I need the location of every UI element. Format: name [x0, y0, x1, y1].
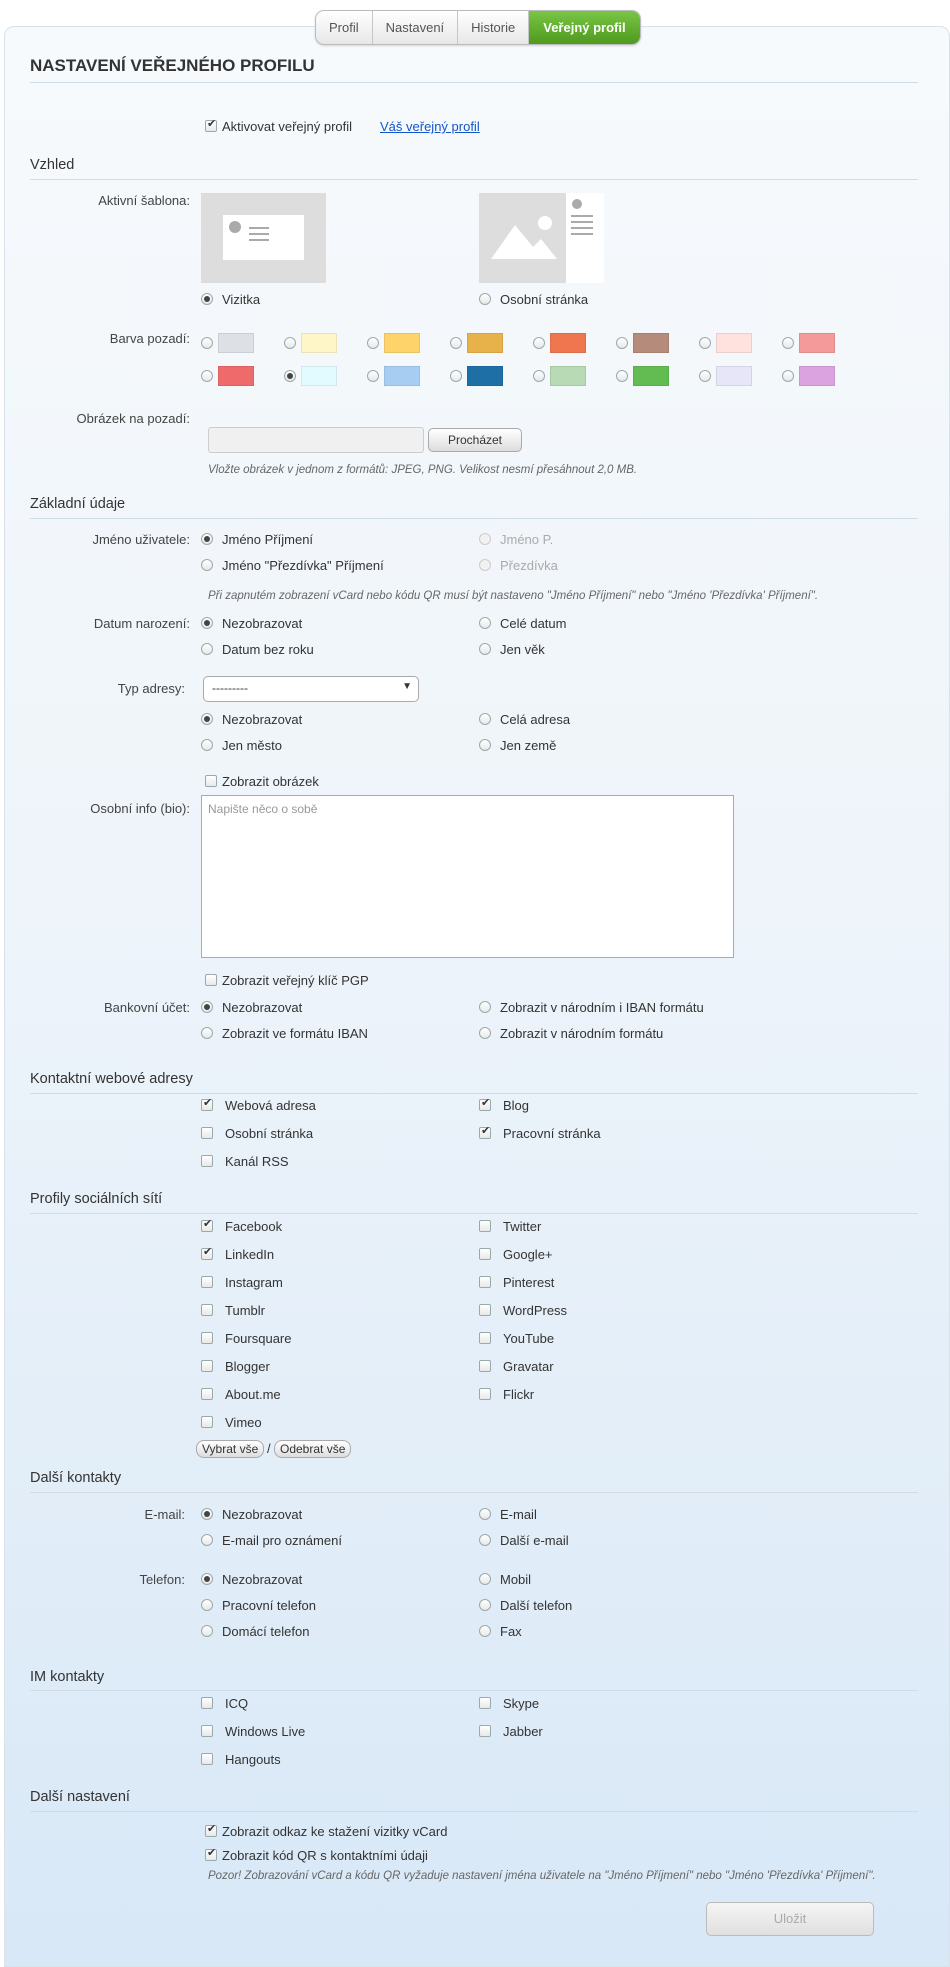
- tab-profil[interactable]: Profil: [316, 11, 373, 44]
- work-page-checkbox[interactable]: [479, 1127, 491, 1139]
- phone-label: Telefon:: [139, 1572, 185, 1587]
- social-checkbox[interactable]: [479, 1248, 491, 1260]
- birth-hide-radio[interactable]: [201, 617, 213, 629]
- social-label: WordPress: [503, 1303, 568, 1318]
- email-other-radio[interactable]: [479, 1534, 491, 1546]
- social-label: Flickr: [503, 1387, 535, 1402]
- address-type-select[interactable]: [203, 676, 419, 702]
- bank-both-radio[interactable]: [479, 1001, 491, 1013]
- settings-panel: [4, 26, 950, 1967]
- color-radio[interactable]: [699, 337, 711, 349]
- birth-full-label: Celé datum: [500, 616, 567, 631]
- social-checkbox[interactable]: [479, 1388, 491, 1400]
- address-hide-radio[interactable]: [201, 713, 213, 725]
- dropdown-arrow-icon: ▼: [402, 681, 412, 692]
- color-swatch[interactable]: [467, 333, 503, 353]
- name-label: Jméno uživatele:: [92, 532, 190, 547]
- phone-home-label: Domácí telefon: [222, 1624, 310, 1639]
- color-swatch[interactable]: [301, 333, 337, 353]
- image-icon: [489, 211, 559, 263]
- color-swatch[interactable]: [550, 366, 586, 386]
- color-swatch[interactable]: [633, 333, 669, 353]
- name-nickname-label: Jméno "Přezdívka" Příjmení: [222, 558, 384, 573]
- template-osobni-label: Osobní stránka: [500, 292, 589, 307]
- qr-checkbox[interactable]: [205, 1849, 217, 1861]
- background-image-label: Obrázek na pozadí:: [76, 411, 190, 426]
- email-main-radio[interactable]: [479, 1508, 491, 1520]
- social-label: Blogger: [225, 1359, 270, 1374]
- social-checkbox[interactable]: [201, 1304, 213, 1316]
- color-radio[interactable]: [367, 370, 379, 382]
- color-radio[interactable]: [450, 337, 462, 349]
- email-notify-radio[interactable]: [201, 1534, 213, 1546]
- color-swatch[interactable]: [716, 366, 752, 386]
- social-checkbox[interactable]: [201, 1416, 213, 1428]
- color-radio[interactable]: [533, 337, 545, 349]
- address-full-radio[interactable]: [479, 713, 491, 725]
- social-label: About.me: [225, 1387, 281, 1402]
- color-radio[interactable]: [616, 337, 628, 349]
- nickname-only-radio[interactable]: [479, 559, 491, 571]
- social-checkbox[interactable]: [479, 1332, 491, 1344]
- upload-note: Vložte obrázek v jednom z formátů: JPEG, PNG. Velikost nesmí přesáhnout 2,0 MB.: [208, 464, 638, 476]
- email-main-label: E-mail: [500, 1507, 537, 1522]
- phone-other-radio[interactable]: [479, 1599, 491, 1611]
- phone-other-label: Další telefon: [500, 1598, 573, 1613]
- windows-live-checkbox[interactable]: [201, 1725, 213, 1737]
- phone-hide-radio[interactable]: [201, 1573, 213, 1585]
- tab-bar: [315, 10, 641, 45]
- section-dalsi: Další kontakty: [30, 1470, 122, 1486]
- jabber-label: Jabber: [503, 1724, 543, 1739]
- color-swatch[interactable]: [550, 333, 586, 353]
- divider: [30, 518, 918, 519]
- social-checkbox[interactable]: [479, 1220, 491, 1232]
- pgp-checkbox[interactable]: [205, 974, 217, 986]
- color-swatch[interactable]: [301, 366, 337, 386]
- social-checkbox[interactable]: [201, 1248, 213, 1260]
- address-hide-label: Nezobrazovat: [222, 712, 303, 727]
- name-note: Při zapnutém zobrazení vCard nebo kódu QR musí být nastaveno "Jméno Příjmení" nebo "Jméno 'Přezdívka' Příjmení".: [208, 590, 819, 602]
- page-title: NASTAVENÍ VEŘEJNÉHO PROFILU: [30, 56, 315, 75]
- template-osobni-preview[interactable]: [479, 193, 604, 283]
- hangouts-checkbox[interactable]: [201, 1753, 213, 1765]
- email-other-label: Další e-mail: [500, 1533, 569, 1548]
- social-checkbox[interactable]: [479, 1276, 491, 1288]
- social-checkbox[interactable]: [201, 1360, 213, 1372]
- show-image-checkbox[interactable]: [205, 775, 217, 787]
- phone-work-label: Pracovní telefon: [222, 1598, 316, 1613]
- birth-noyear-radio[interactable]: [201, 643, 213, 655]
- bank-iban-label: Zobrazit ve formátu IBAN: [222, 1026, 368, 1041]
- color-swatch[interactable]: [799, 366, 835, 386]
- color-radio[interactable]: [616, 370, 628, 382]
- section-nastaveni: Další nastavení: [30, 1789, 130, 1805]
- work-page-label: Pracovní stránka: [503, 1126, 601, 1141]
- qr-label: Zobrazit kód QR s kontaktními údaji: [222, 1848, 428, 1863]
- icq-checkbox[interactable]: [201, 1697, 213, 1709]
- social-label: LinkedIn: [225, 1247, 275, 1262]
- color-radio[interactable]: [782, 370, 794, 382]
- browse-button[interactable]: Procházet: [428, 428, 522, 452]
- divider: [30, 1811, 918, 1812]
- email-hide-label: Nezobrazovat: [222, 1507, 303, 1522]
- section-zakladni: Základní údaje: [30, 496, 126, 512]
- phone-mobile-label: Mobil: [500, 1572, 532, 1587]
- section-vzhled: Vzhled: [30, 157, 75, 173]
- birth-full-radio[interactable]: [479, 617, 491, 629]
- bank-national-label: Zobrazit v národním formátu: [500, 1026, 664, 1041]
- address-country-label: Jen země: [500, 738, 557, 753]
- social-label: Vimeo: [225, 1415, 262, 1430]
- show-image-label: Zobrazit obrázek: [222, 774, 319, 789]
- bank-national-radio[interactable]: [479, 1027, 491, 1039]
- rss-label: Kanál RSS: [225, 1154, 289, 1169]
- social-label: Foursquare: [225, 1331, 292, 1346]
- skype-label: Skype: [503, 1696, 540, 1711]
- vcard-checkbox[interactable]: [205, 1825, 217, 1837]
- section-im: IM kontakty: [30, 1669, 105, 1685]
- social-checkbox[interactable]: [201, 1388, 213, 1400]
- public-profile-link[interactable]: Váš veřejný profil: [380, 119, 480, 134]
- address-type-label: Typ adresy:: [117, 681, 185, 696]
- birth-noyear-label: Datum bez roku: [222, 642, 314, 657]
- email-hide-radio[interactable]: [201, 1508, 213, 1520]
- social-checkbox[interactable]: [479, 1360, 491, 1372]
- name-option-radio[interactable]: [201, 533, 213, 545]
- birth-age-label: Jen věk: [500, 642, 545, 657]
- deselect-all-button[interactable]: Odebrat vše: [274, 1440, 351, 1458]
- social-label: Facebook: [225, 1219, 283, 1234]
- template-vizitka-preview[interactable]: [201, 193, 326, 283]
- file-path-field[interactable]: [208, 427, 424, 453]
- nickname-only-label: Přezdívka: [500, 558, 558, 573]
- name-nickname-radio[interactable]: [201, 559, 213, 571]
- color-swatch[interactable]: [218, 333, 254, 353]
- color-swatch[interactable]: [467, 366, 503, 386]
- activate-label: Aktivovat veřejný profil: [222, 119, 353, 134]
- separator: /: [267, 1441, 271, 1456]
- tab-verejny-profil[interactable]: Veřejný profil: [529, 11, 639, 44]
- social-checkbox[interactable]: [201, 1276, 213, 1288]
- address-country-radio[interactable]: [479, 739, 491, 751]
- name-short-radio[interactable]: [479, 533, 491, 545]
- web-address-label: Webová adresa: [225, 1098, 316, 1113]
- section-social: Profily sociálních sítí: [30, 1191, 163, 1207]
- address-city-label: Jen město: [222, 738, 282, 753]
- birth-age-radio[interactable]: [479, 643, 491, 655]
- address-city-radio[interactable]: [201, 739, 213, 751]
- social-label: Twitter: [503, 1219, 542, 1234]
- divider: [30, 1690, 918, 1691]
- color-radio[interactable]: [201, 337, 213, 349]
- color-swatch[interactable]: [716, 333, 752, 353]
- color-swatch[interactable]: [384, 366, 420, 386]
- template-vizitka-label: Vizitka: [222, 292, 261, 307]
- template-label: Aktivní šablona:: [98, 193, 190, 208]
- phone-fax-label: Fax: [500, 1624, 522, 1639]
- social-checkbox[interactable]: [201, 1220, 213, 1232]
- divider: [30, 179, 918, 180]
- vcard-label: Zobrazit odkaz ke stažení vizitky vCard: [222, 1824, 448, 1839]
- birth-hide-label: Nezobrazovat: [222, 616, 303, 631]
- social-label: Tumblr: [225, 1303, 265, 1318]
- email-notify-label: E-mail pro oznámení: [222, 1533, 342, 1548]
- divider: [30, 1213, 918, 1214]
- phone-mobile-radio[interactable]: [479, 1573, 491, 1585]
- bank-label: Bankovní účet:: [104, 1000, 190, 1015]
- social-checkbox[interactable]: [479, 1304, 491, 1316]
- bio-label: Osobní info (bio):: [90, 801, 190, 816]
- avatar-icon: [229, 221, 241, 233]
- birth-label: Datum narození:: [93, 616, 190, 631]
- template-vizitka-radio[interactable]: [201, 293, 213, 305]
- color-swatch[interactable]: [633, 366, 669, 386]
- color-radio[interactable]: [284, 370, 296, 382]
- personal-page-label: Osobní stránka: [225, 1126, 314, 1141]
- bio-textarea[interactable]: [201, 795, 734, 958]
- address-type-value: ---------: [212, 681, 248, 695]
- activate-checkbox[interactable]: [205, 120, 217, 132]
- bank-hide-label: Nezobrazovat: [222, 1000, 303, 1015]
- bank-hide-radio[interactable]: [201, 1001, 213, 1013]
- windows-live-label: Windows Live: [225, 1724, 306, 1739]
- social-label: YouTube: [503, 1331, 555, 1346]
- bank-iban-radio[interactable]: [201, 1027, 213, 1039]
- blog-checkbox[interactable]: [479, 1099, 491, 1111]
- background-color-label: Barva pozadí:: [109, 331, 190, 346]
- color-radio[interactable]: [201, 370, 213, 382]
- tab-historie[interactable]: Historie: [458, 11, 529, 44]
- select-all-button[interactable]: Vybrat vše: [196, 1440, 264, 1458]
- color-radio[interactable]: [284, 337, 296, 349]
- phone-work-radio[interactable]: [201, 1599, 213, 1611]
- bank-both-label: Zobrazit v národním i IBAN formátu: [500, 1000, 704, 1015]
- email-label: E-mail:: [144, 1507, 185, 1522]
- divider: [30, 82, 918, 83]
- color-swatch[interactable]: [799, 333, 835, 353]
- jabber-checkbox[interactable]: [479, 1725, 491, 1737]
- phone-hide-label: Nezobrazovat: [222, 1572, 303, 1587]
- social-label: Pinterest: [503, 1275, 555, 1290]
- social-label: Instagram: [225, 1275, 283, 1290]
- color-radio[interactable]: [782, 337, 794, 349]
- social-label: Gravatar: [503, 1359, 554, 1374]
- name-option-label: Jméno Příjmení: [222, 532, 314, 547]
- personal-page-checkbox[interactable]: [201, 1127, 213, 1139]
- rss-checkbox[interactable]: [201, 1155, 213, 1167]
- color-radio[interactable]: [450, 370, 462, 382]
- hangouts-label: Hangouts: [225, 1752, 281, 1767]
- divider: [30, 1093, 918, 1094]
- color-swatch[interactable]: [218, 366, 254, 386]
- social-checkbox[interactable]: [201, 1332, 213, 1344]
- save-button[interactable]: Uložit: [706, 1902, 874, 1936]
- vcard-note: Pozor! Zobrazování vCard a kódu QR vyžaduje nastavení jména uživatele na "Jméno Příjmení" nebo "Jméno 'Přezdívka' Příjmení".: [208, 1870, 876, 1882]
- bio-placeholder: Napište něco o sobě: [208, 802, 318, 816]
- phone-fax-radio[interactable]: [479, 1625, 491, 1637]
- phone-home-radio[interactable]: [201, 1625, 213, 1637]
- color-swatch[interactable]: [384, 333, 420, 353]
- web-address-checkbox[interactable]: [201, 1099, 213, 1111]
- icq-label: ICQ: [225, 1696, 249, 1711]
- blog-label: Blog: [503, 1098, 530, 1113]
- divider: [30, 1492, 918, 1493]
- avatar-icon: [572, 199, 582, 209]
- skype-checkbox[interactable]: [479, 1697, 491, 1709]
- color-radio[interactable]: [699, 370, 711, 382]
- address-full-label: Celá adresa: [500, 712, 571, 727]
- pgp-label: Zobrazit veřejný klíč PGP: [222, 973, 369, 988]
- template-osobni-radio[interactable]: [479, 293, 491, 305]
- tab-nastaveni[interactable]: Nastavení: [373, 11, 459, 44]
- color-radio[interactable]: [533, 370, 545, 382]
- color-radio[interactable]: [367, 337, 379, 349]
- name-short-label: Jméno P.: [500, 532, 554, 547]
- social-label: Google+: [503, 1247, 553, 1262]
- section-web: Kontaktní webové adresy: [30, 1071, 193, 1087]
